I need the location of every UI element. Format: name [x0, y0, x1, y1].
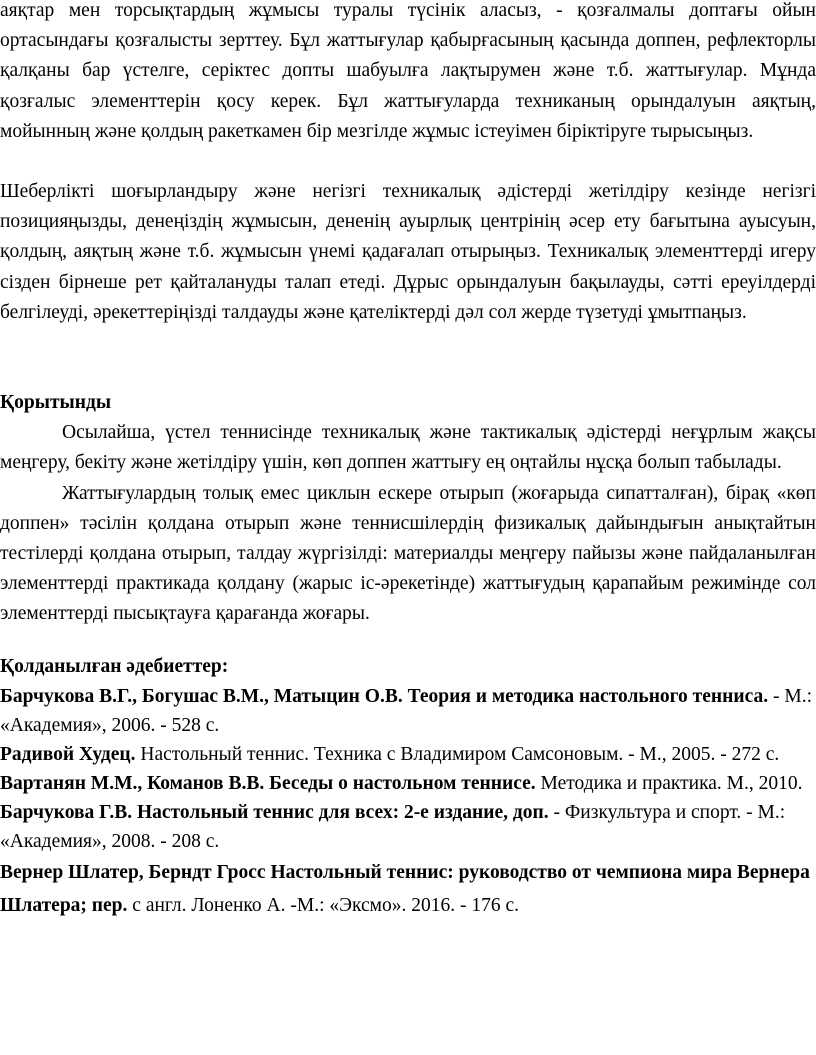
- reference-authors-title: Барчукова Г.В. Настольный теннис для всех: 2-е издание, доп.: [0, 801, 549, 823]
- conclusion-paragraph: Жаттығулардың толық емес циклын ескере отырып (жоғарыда сипатталған), бірақ «көп доппен» тәсілін қолдана отырып және теннисшілердің физикалық дайындығын анықтайтын тестілерді қолдана отырып, талдау жүргізілді: материалды меңгеру пайызы және пайдаланылған элементтерді практикада қолдану (жарыс іс-әрекетінде) жаттығудың қарапайым режимінде сол элементтерді пысықтауға қарағанда жоғары.: [0, 482, 816, 625]
- reference-item: [0, 769, 816, 798]
- reference-publication: Методика и практика. М., 2010.: [535, 772, 803, 794]
- reference-item: [0, 740, 816, 769]
- spacer: [0, 630, 816, 652]
- reference-item: [0, 856, 816, 922]
- reference-authors-title: Вартанян М.М., Команов В.В. Беседы о настольном теннисе.: [0, 772, 536, 794]
- reference-publication: с англ. Лоненко А. -М.: «Эксмо». 2016. - 176 с.: [127, 894, 519, 916]
- reference-authors-title: Радивой Худец.: [0, 743, 136, 765]
- spacer: [0, 147, 816, 177]
- reference-publication: Настольный теннис. Техника с Владимиром Самсоновым. - М., 2005. - 272 с.: [135, 743, 780, 765]
- intro-paragraph: аяқтар мен торсықтардың жұмысы туралы түсінік аласыз, - қозғалмалы доптағы ойын ортасындағы қозғалысты зерттеу. Бұл жаттығулар қабырғасының қасында доппен, рефлекторлы қалқаны бар үстелге, серіктес допты шабуылға лақтырумен және т.б. жаттығулар. Мұнда қозғалыс элементтерін қосу керек. Бұл жаттығуларда техниканың орындалуын аяқтың, мойынның және қолдың ракеткамен бір мезгілде жұмыс істеуімен біріктіруге тырысыңыз.: [0, 0, 816, 142]
- conclusion-section: [0, 388, 816, 630]
- references-heading: Қолданылған әдебиеттер:: [0, 655, 229, 677]
- conclusion-paragraph: Осылайша, үстел теннисінде техникалық және тактикалық әдістерді неғұрлым жақсы меңгеру, бекіту және жетілдіру үшін, көп доппен жаттығу ең оңтайлы нұсқа болып табылады.: [0, 422, 816, 474]
- mastery-paragraph: Шеберлікті шоғырландыру және негізгі техникалық әдістерді жетілдіру кезінде негізгі позицияңызды, денеңіздің жұмысын, дененің ауырлық центрінің әсер ету бағытына ауысуын, қолдың, аяқтың және т.б. жұмысын үнемі қадағалап отырыңыз. Техникалық элементтерді игеру сізден бірнеше рет қайталануды талап етеді. Дұрыс орындалуын бақылауды, сәтті ереуілдерді белгілеуді, әрекеттеріңізді талдауды және қателіктерді дәл сол жерде түзетуді ұмытпаңыз.: [0, 181, 816, 323]
- reference-authors-title: Барчукова В.Г., Богушас В.М., Матыцин О.В. Теория и методика настольного тенниса.: [0, 685, 769, 707]
- reference-authors-title: Вернер Шлатер, Берндт Гросс Настольный теннис: руководство от чемпиона мира Вернера Шлатера; пер.: [0, 861, 810, 916]
- reference-publication: - М.: «Академия», 2006. - 528 с.: [0, 685, 813, 736]
- conclusion-heading: Қорытынды: [0, 392, 112, 414]
- reference-publication: - Физкультура и спорт. - М.: «Академия», 2008. - 208 с.: [0, 801, 786, 852]
- references-section: [0, 652, 816, 922]
- reference-item: [0, 798, 816, 856]
- spacer: [0, 328, 816, 388]
- reference-item: [0, 682, 816, 740]
